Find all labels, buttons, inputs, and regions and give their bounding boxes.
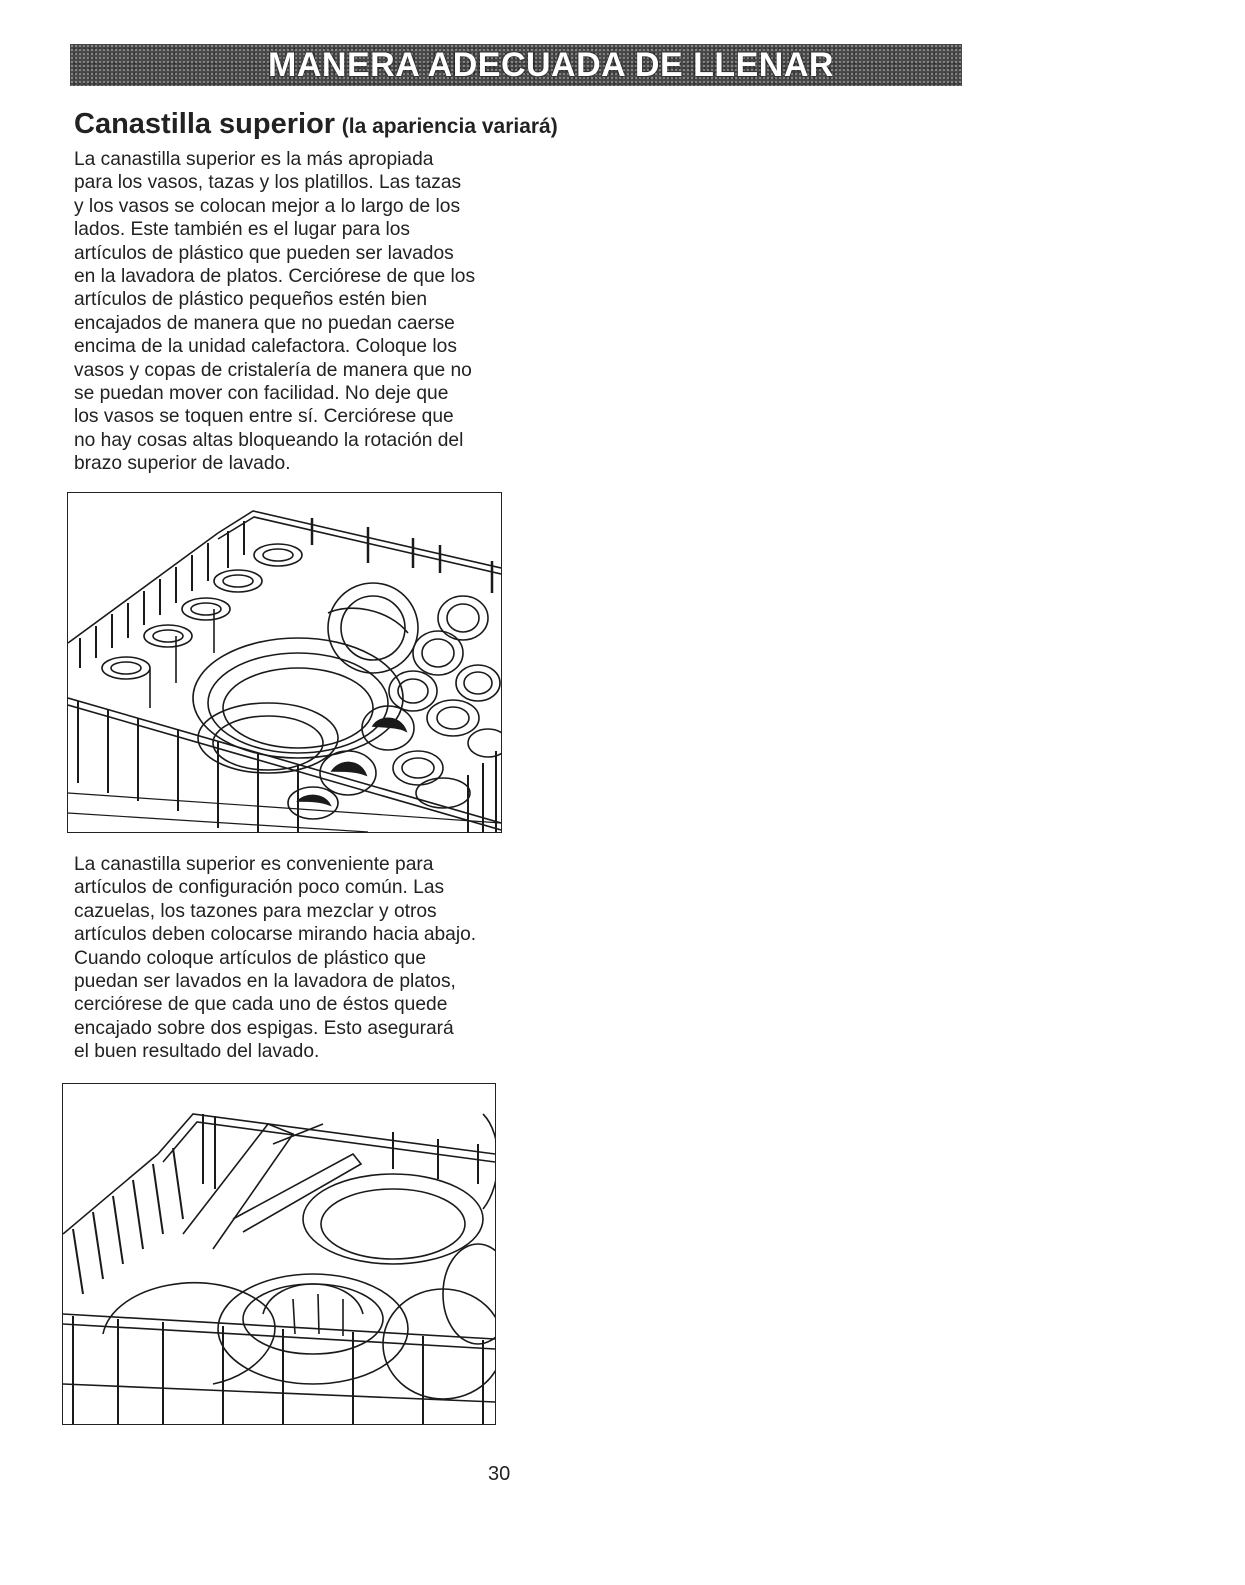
text-line: para los vasos, tazas y los platillos. Las tazas (74, 172, 462, 194)
text-line: artículos de plástico pequeños estén bien (74, 289, 428, 311)
text-line: el buen resultado del lavado. (74, 1041, 320, 1063)
text-line: Cuando coloque artículos de plástico que (74, 947, 427, 969)
text-line: cazuelas, los tazones para mezclar y otros (74, 900, 437, 922)
section-subtitle: (la apariencia variará) (341, 115, 558, 138)
section-heading (74, 108, 558, 141)
text-line: lados. Este también es el lugar para los (74, 219, 410, 241)
text-line: los vasos se toquen entre sí. Cerciórese que (74, 406, 454, 428)
text-line: La canastilla superior es la más apropiada (74, 149, 434, 170)
paragraph-upper-rack-glasses (74, 148, 534, 476)
text-line: artículos de configuración poco común. Las (74, 877, 445, 899)
text-line: cerciórese de que cada uno de éstos quede (74, 994, 448, 1016)
text-line: artículos deben colocarse mirando hacia abajo. (74, 924, 477, 946)
text-line: no hay cosas altas bloqueando la rotación del (74, 429, 464, 451)
dish-rack-glasses-illustration (67, 492, 502, 833)
page-number: 30 (488, 1463, 511, 1485)
section-title: Canastilla superior (74, 108, 336, 140)
text-line: vasos y copas de cristalería de manera que no (74, 359, 472, 381)
text-line: en la lavadora de platos. Cerciórese de que los (74, 266, 476, 288)
text-line: La canastilla superior es conveniente para (74, 854, 434, 875)
text-line: y los vasos se colocan mejor a lo largo de los (74, 195, 461, 217)
text-line: se puedan mover con facilidad. No deje que (74, 383, 449, 405)
text-line: artículos de plástico que pueden ser lavados (74, 242, 454, 264)
dish-rack-bowls-illustration (62, 1083, 496, 1425)
text-line: puedan ser lavados en la lavadora de platos, (74, 971, 456, 993)
section-banner (70, 44, 962, 86)
text-line: encajado sobre dos espigas. Esto asegurará (74, 1017, 454, 1039)
text-line: encajados de manera que no puedan caerse (74, 312, 455, 334)
text-line: brazo superior de lavado. (74, 453, 291, 475)
paragraph-upper-rack-odd-items (74, 853, 534, 1064)
banner-title: MANERA ADECUADA DE LLENAR (268, 45, 834, 84)
text-line: encima de la unidad calefactora. Coloque los (74, 336, 457, 358)
